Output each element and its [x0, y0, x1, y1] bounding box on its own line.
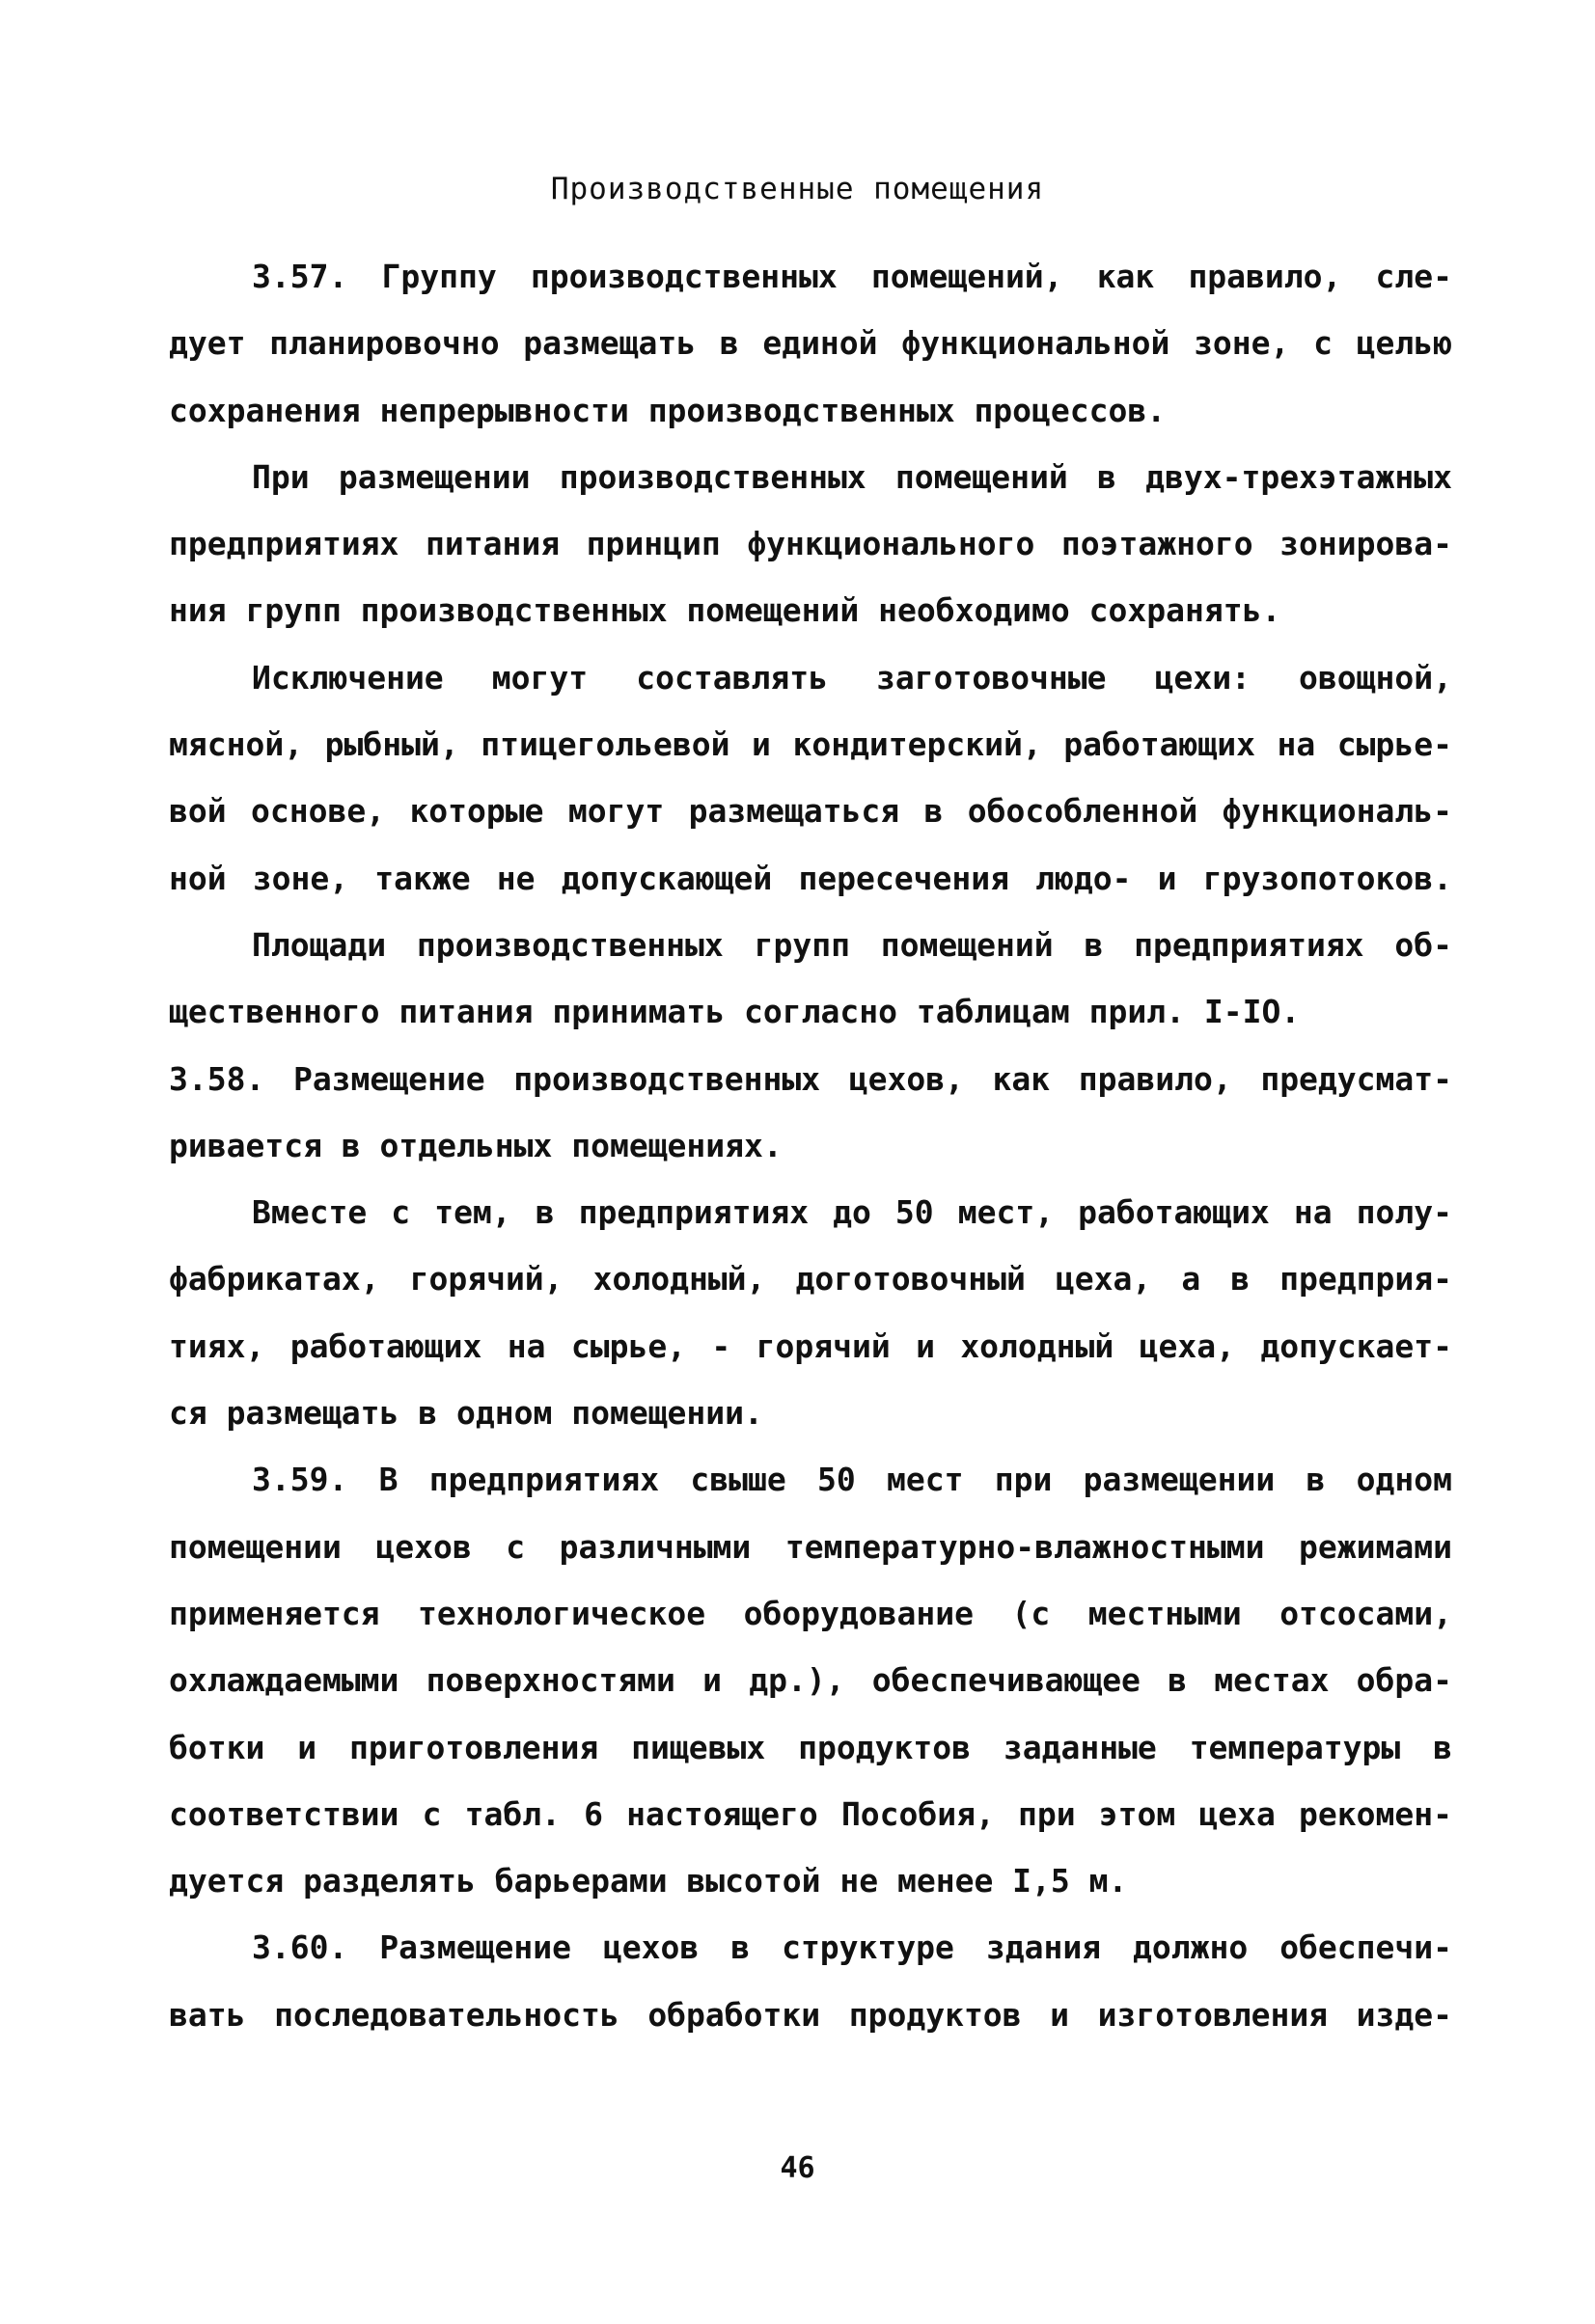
page-number: 46: [780, 2151, 815, 2185]
section-heading: Производственные помещения: [550, 172, 1045, 206]
text-line: вать последовательность обработки продуктов и изготовления изде-: [169, 1995, 1452, 2034]
text-line: мясной, рыбный, птицегольевой и кондитерский, работающих на сырье-: [169, 725, 1452, 764]
text-line: Исключение могут составлять заготовочные цехи: овощной,: [252, 658, 1452, 697]
text-line: ся размещать в одном помещении.: [169, 1394, 763, 1433]
text-line: применяется технологическое оборудование (с местными отсосами,: [169, 1594, 1452, 1632]
text-line: помещении цехов с различными температурно-влажностными режимами: [169, 1527, 1452, 1566]
text-line: 3.60. Размещение цехов в структуре здания должно обеспечи-: [252, 1928, 1452, 1967]
text-line: ния групп производственных помещений необходимо сохранять.: [169, 591, 1281, 630]
text-line: Вместе с тем, в предприятиях до 50 мест, работающих на полу-: [252, 1193, 1452, 1232]
text-line: охлаждаемыми поверхностями и др.), обеспечивающее в местах обра-: [169, 1661, 1452, 1700]
text-line: щественного питания принимать согласно таблицам прил. I-IO.: [169, 993, 1301, 1031]
text-line: сохранения непрерывности производственных процессов.: [169, 391, 1167, 429]
text-line: 3.57. Группу производственных помещений, как правило, сле-: [252, 258, 1452, 295]
text-line: При размещении производственных помещений в двух-трехэтажных: [252, 457, 1452, 496]
text-line: тиях, работающих на сырье, - горячий и холодный цеха, допускает-: [169, 1326, 1452, 1365]
text-line: дуется разделять барьерами высотой не менее I,5 м.: [169, 1862, 1128, 1900]
text-line: соответствии с табл. 6 настоящего Пособия, при этом цеха рекомен-: [169, 1794, 1452, 1833]
text-line: 3.59. В предприятиях свыше 50 мест при размещении в одном: [252, 1461, 1452, 1499]
text-line: вой основе, которые могут размещаться в обособленной функциональ-: [169, 792, 1452, 831]
text-line: ботки и приготовления пищевых продуктов заданные температуры в: [169, 1728, 1452, 1766]
text-line: предприятиях питания принцип функционального поэтажного зонирова-: [169, 525, 1452, 563]
text-line: Площади производственных групп помещений в предприятиях об-: [252, 925, 1452, 964]
text-line: 3.58. Размещение производственных цехов, как правило, предусмат-: [169, 1059, 1452, 1098]
text-line: фабрикатах, горячий, холодный, доготовочный цеха, а в предприя-: [169, 1260, 1452, 1299]
body-text: [169, 243, 1452, 2048]
text-line: ной зоне, также не допускающей пересечения людо- и грузопотоков.: [169, 859, 1452, 897]
text-line: дует планировочно размещать в единой функциональной зоне, с целью: [169, 324, 1452, 363]
text-line: ривается в отдельных помещениях.: [169, 1126, 783, 1164]
